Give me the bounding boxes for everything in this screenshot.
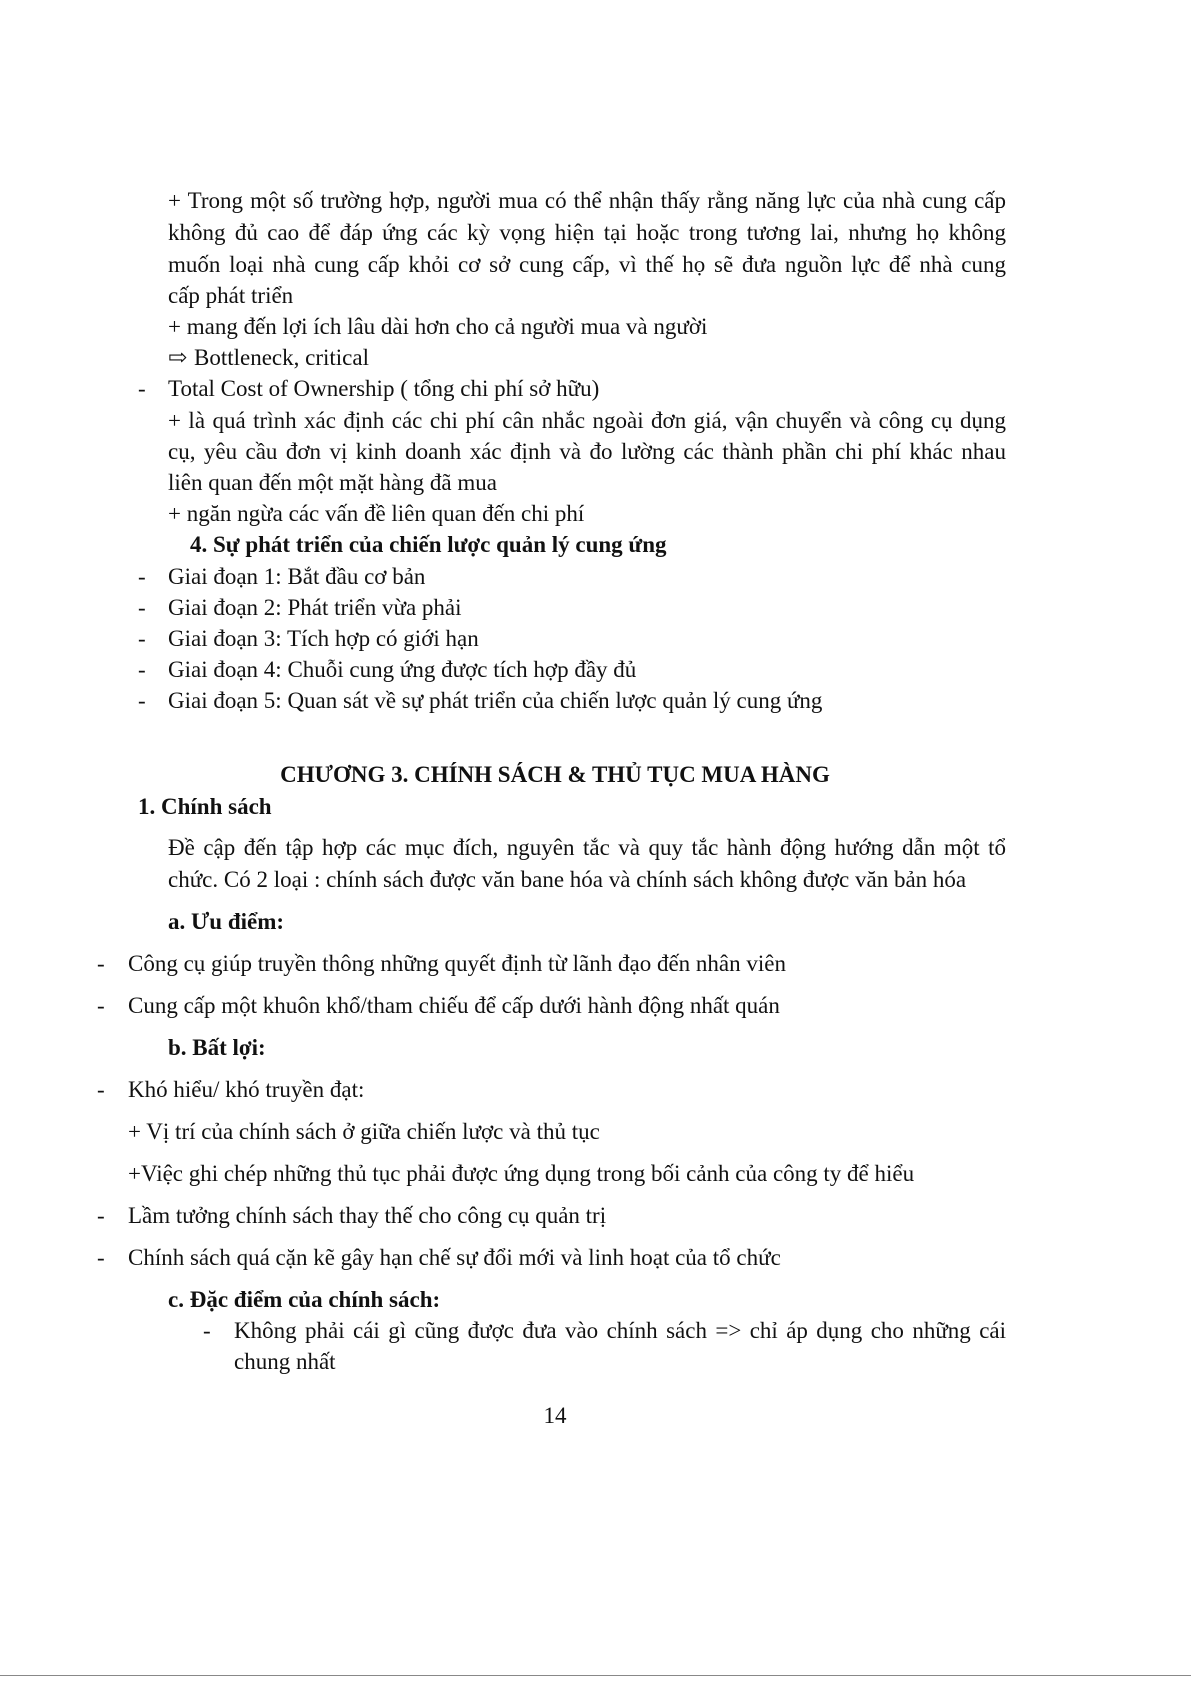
list-item: Không phải cái gì cũng được đưa vào chính sách => chỉ áp dụng cho những cái [234,1318,1006,1343]
arrow-right-icon: ⇨ [168,345,188,370]
subheading-c: c. Đặc điểm của chính sách: [168,1287,441,1312]
dash-bullet: - [138,376,146,401]
list-item: Chính sách quá cặn kẽ gây hạn chế sự đổi mới và linh hoạt của tổ chức [128,1245,781,1270]
dash-bullet: - [138,657,146,682]
dash-bullet: - [138,688,146,713]
paragraph-line: cấp phát triển [168,283,294,308]
list-item: Lầm tưởng chính sách thay thế cho công cụ quản trị [128,1203,607,1228]
arrow-item-text: Bottleneck, critical [194,345,369,370]
stage-item: Giai đoạn 2: Phát triển vừa phải [168,595,462,620]
dash-bullet: - [138,564,146,589]
list-item: chung nhất [234,1349,336,1374]
paragraph-line: liên quan đến một mặt hàng đã mua [168,470,497,495]
dash-bullet: - [138,626,146,651]
dash-bullet: - [97,1203,105,1228]
dash-bullet: - [97,993,105,1018]
list-subitem: + Vị trí của chính sách ở giữa chiến lược và thủ tục [128,1119,600,1144]
paragraph-line: chức. Có 2 loại : chính sách được văn bane hóa và chính sách không được văn bản hóa [168,867,967,892]
dash-bullet: - [97,1077,105,1102]
list-subitem: +Việc ghi chép những thủ tục phải được ứng dụng trong bối cảnh của công ty để hiểu [128,1161,915,1186]
subheading-a: a. Ưu điểm: [168,909,285,934]
list-item: Khó hiểu/ khó truyền đạt: [128,1077,365,1102]
dash-bullet: - [203,1318,211,1343]
dash-bullet: - [97,951,105,976]
dash-bullet: - [97,1245,105,1270]
arrow-item [168,343,369,373]
stage-item: Giai đoạn 5: Quan sát về sự phát triển của chiến lược quản lý cung ứng [168,688,823,713]
paragraph-line: + là quá trình xác định các chi phí cân nhắc ngoài đơn giá, vận chuyển và công cụ dụng [168,408,1006,433]
stage-item: Giai đoạn 1: Bắt đầu cơ bản [168,564,426,589]
stage-item: Giai đoạn 4: Chuỗi cung ứng được tích hợp đầy đủ [168,657,637,682]
paragraph-line: cụ, yêu cầu đơn vị kinh doanh xác định và đo lường các thành phần chi phí khác nhau [168,439,1006,464]
paragraph-line: + mang đến lợi ích lâu dài hơn cho cả người mua và người [168,314,708,339]
page-number: 14 [543,1403,567,1428]
list-item: Công cụ giúp truyền thông những quyết định từ lãnh đạo đến nhân viên [128,951,786,976]
chapter-title: CHƯƠNG 3. CHÍNH SÁCH & THỦ TỤC MUA HÀNG [280,762,830,787]
section-heading-4: 4. Sự phát triển của chiến lược quản lý cung ứng [190,532,667,557]
list-item: Cung cấp một khuôn khổ/tham chiếu để cấp dưới hành động nhất quán [128,993,780,1018]
bottom-rule [0,1675,1191,1676]
paragraph-line: Đề cập đến tập hợp các mục đích, nguyên tắc và quy tắc hành động hướng dẫn một tổ [168,835,1006,860]
stage-item: Giai đoạn 3: Tích hợp có giới hạn [168,626,479,651]
tco-title: Total Cost of Ownership ( tổng chi phí sở hữu) [168,376,600,401]
subheading-b: b. Bất lợi: [168,1035,266,1060]
section-heading-1: 1. Chính sách [138,794,272,819]
dash-bullet: - [138,595,146,620]
paragraph-line: + ngăn ngừa các vấn đề liên quan đến chi phí [168,501,585,526]
paragraph-line: không đủ cao để đáp ứng các kỳ vọng hiện tại hoặc trong tương lai, nhưng họ không [168,220,1006,245]
paragraph-line: + Trong một số trường hợp, người mua có thể nhận thấy rằng năng lực của nhà cung cấp [168,188,1006,213]
paragraph-line: muốn loại nhà cung cấp khỏi cơ sở cung cấp, vì thế họ sẽ đưa nguồn lực để nhà cung [168,252,1006,277]
